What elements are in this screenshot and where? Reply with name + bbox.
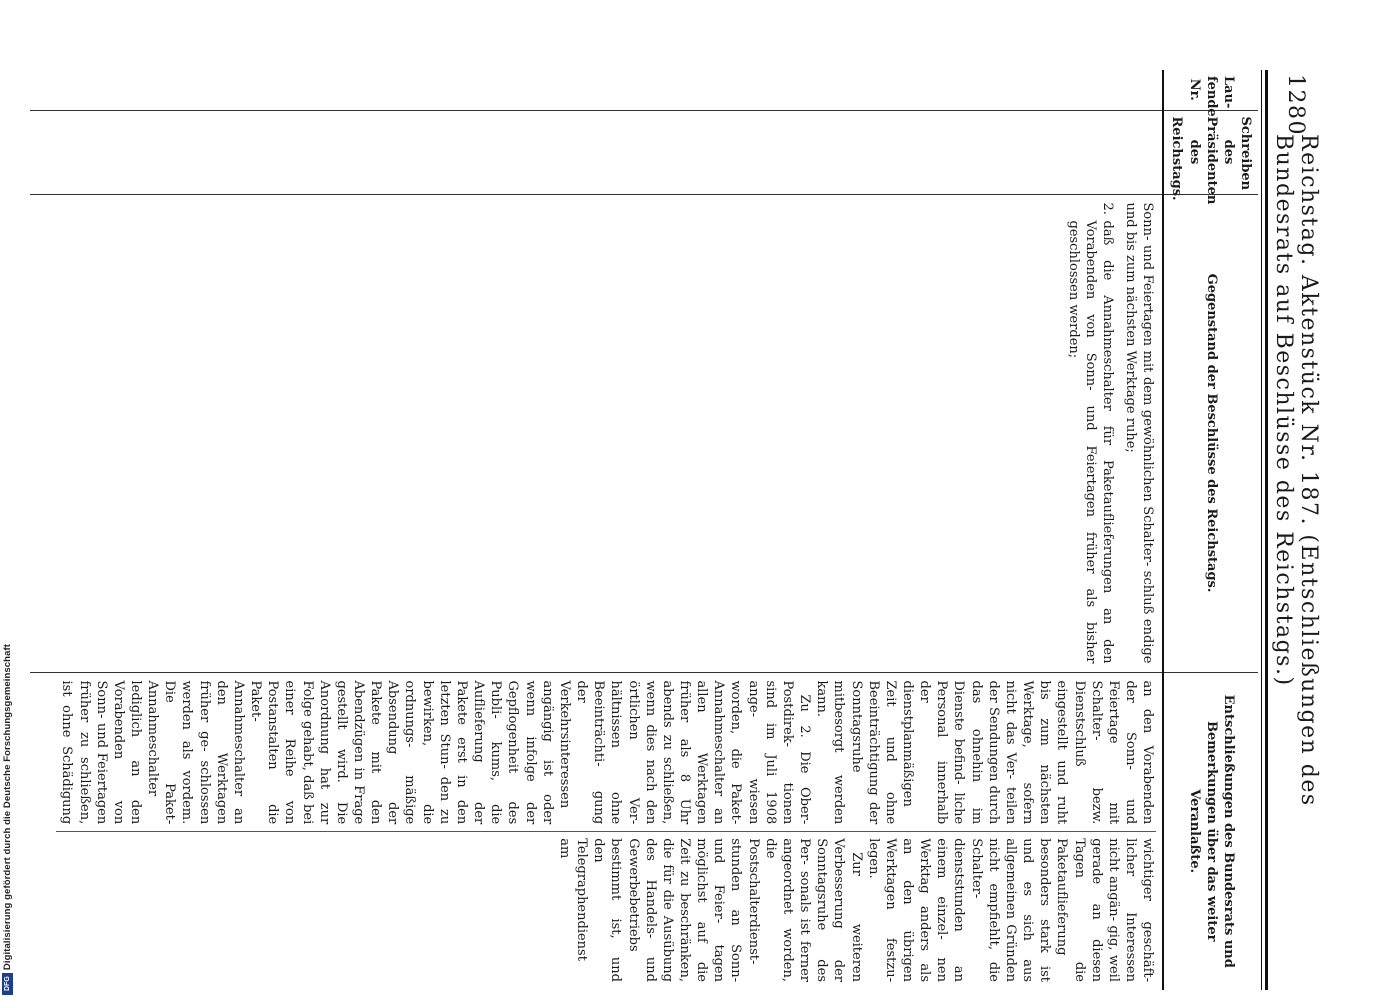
table-row [30, 70, 1163, 990]
header-gegenstand: Gegenstand der Beschlüsse des Reichstags. [1163, 194, 1258, 672]
cell-entschliessungen [30, 672, 1163, 990]
header-rule [1265, 70, 1268, 990]
document-page [59, 70, 1321, 982]
cell-nr [30, 70, 1163, 110]
entschliessung-paragraph: Zur weiteren Verbesserung der Sonntagsruhe des Per- sonals ist ferner angeordnet worden, die Postschalterdienst- stunden an Sonn- und Feier- tagen möglichst auf die Zeit zu beschränken, die für die Ausübung des Handels- und Gewerbebetriebs bestimmt ist, und den Telegraphendienst am [556, 838, 864, 982]
header-schreiben: Schreiben des Präsidenten des Reichstags. [1163, 110, 1258, 194]
dfg-logo: DFG [2, 973, 13, 995]
running-head-title: Reichstag. Aktenstück Nr. 187. (Entschließungen des Bundesrats auf Beschlüsse des Reichstags.) [1271, 134, 1321, 807]
entschliessung-paragraph: an den Vorabenden der Sonn- und Feiertage mit Schalter- bezw. Dienstschluß eingestellt und ruht bis zum nächsten Werktage, sofern nicht das Ver- teilen der Sendungen durch das ohnehin im Dienste befind- liche Personal innerhalb der dienstplanmäßigen Zeit und ohne Beeinträchtigung der Sonntagsruhe mitbesorgt werden kann. [814, 680, 1156, 825]
resolutions-table [30, 70, 1258, 990]
item-number: 2. [1099, 202, 1115, 215]
digitization-credit [0, 600, 14, 995]
entschliessung-text [56, 681, 1156, 983]
header-lfd-nr: Lau- fende Nr. [1163, 70, 1258, 110]
entschliessung-paragraph: Zu 2. Die Ober-Postdirek- tionen sind im Juli 1908 ange- wiesen worden, die Paket- Annahmeschalter an allen Werktagen früher als 8 Uhr abends zu schließen, wenn dies nach den örtlichen Ver- hältnissen ohne Beeinträchti- gung der Verkehrsinteressen angängig ist oder wenn infolge der Gepflogenheit des Publi- kums, die Auflieferung der Pakete erst in den letzten Stun- den zu bewirken, die ordnungs- mäßige Absendung der Pakete mit den Abendzügen in Frage gestellt wird. Die Anordnung hat zur Folge gehabt, daß bei einer Reihe von Postanstalten die Paket-Annahmeschalter an den Werktagen früher ge- schlossen werden als vordem. Die Paket-Annahmeschalter lediglich an den Vorabenden von Sonn- und Feiertagen früher zu schließen, ist ohne Schädigung wichtiger geschäft- licher Interessen nicht angän- gig, weil gerade an diesen Tagen die Paketauflieferung besonders stark ist und es sich aus allgemeinen Gründen nicht empfiehlt, die Schalter- dienststunden an einem einzel- nen Werktag anders als an den übrigen Werktagen festzu- legen. [59, 680, 1156, 982]
page-number: 1280 [1283, 74, 1309, 136]
gegenstand-item-2 [1064, 203, 1115, 664]
gegenstand-continuation: Sonn- und Feiertagen mit dem gewöhnlichen Schalter- schluß endige und bis zum nächsten Werktage ruhe; [1123, 202, 1156, 664]
item-text: daß die Annahmeschalter für Paketauflieferungen an den Vorabenden von Sonn- und Feiertagen früher als bisher geschlossen werden; [1065, 220, 1115, 664]
header-entschliessungen: Entschließungen des Bundesrats und Bemerkungen über das weiter Veranlaßte. [1163, 672, 1258, 990]
cell-schreiben [30, 110, 1163, 194]
header-rule-thin [1261, 70, 1262, 990]
table-header-row [1163, 70, 1258, 990]
cell-gegenstand [30, 194, 1163, 672]
running-head [1272, 70, 1320, 930]
credit-text: Digitalisierung gefördert durch die Deutsche Forschungsgemeinschaft [1, 643, 13, 970]
